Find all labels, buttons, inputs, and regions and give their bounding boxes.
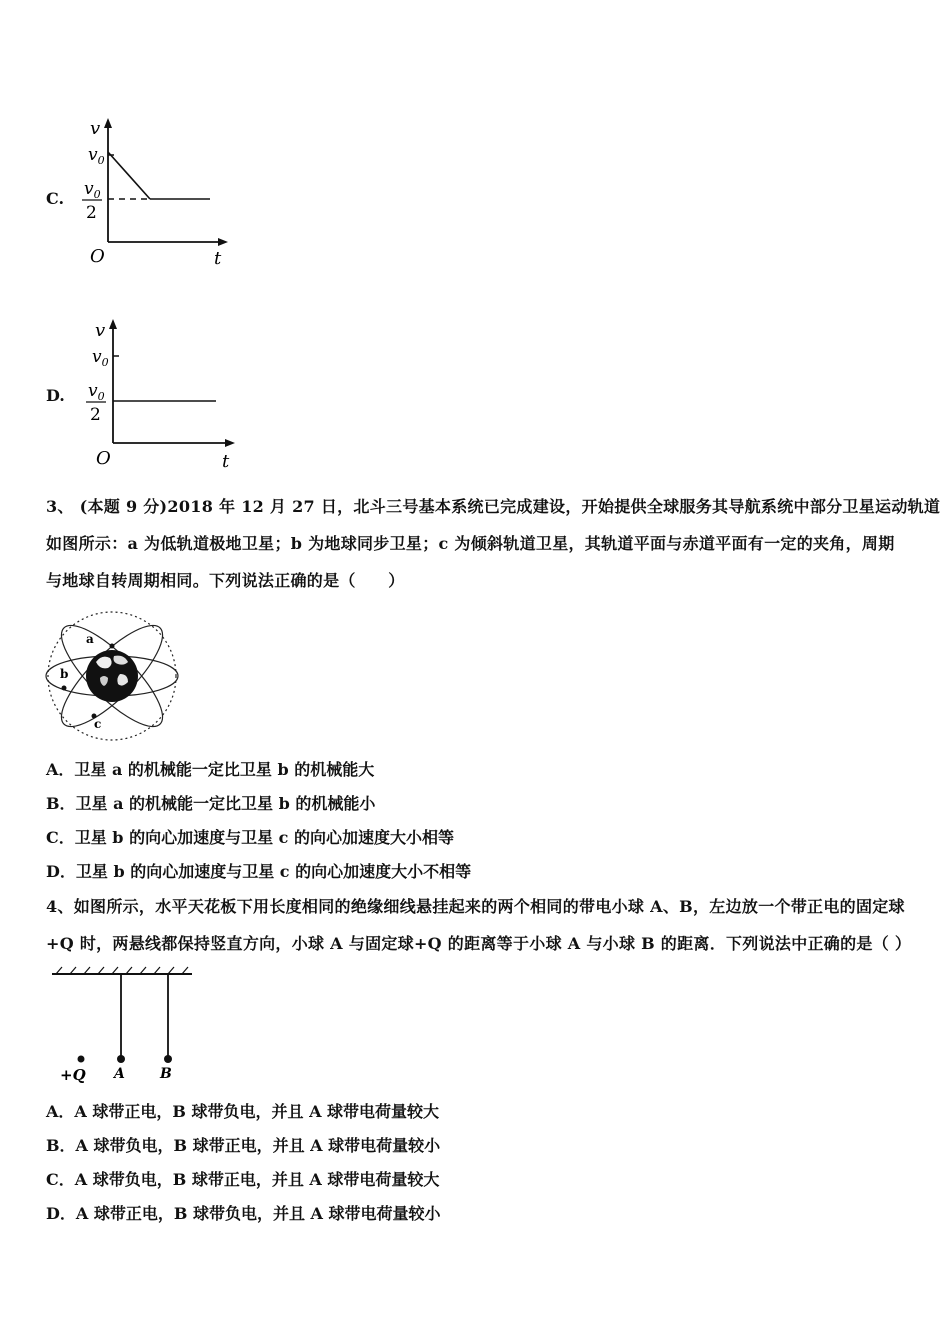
svg-text:t: t <box>222 451 230 472</box>
ball-a <box>117 1055 125 1063</box>
q3-choice-b: B．卫星 a 的机械能一定比卫星 b 的机械能小 <box>46 794 376 813</box>
q4-choice-c: C．A 球带负电，B 球带正电，并且 A 球带电荷量较大 <box>46 1170 440 1189</box>
svg-text:O: O <box>96 448 111 469</box>
q4-choice-a: A．A 球带正电，B 球带负电，并且 A 球带电荷量较大 <box>46 1102 440 1121</box>
svg-text:2: 2 <box>86 203 97 223</box>
t-axis-label: t <box>214 248 222 269</box>
option-c-label: C. <box>46 189 65 208</box>
svg-text:v0: $v_0$ <box>88 145 105 167</box>
fixed-charge-q <box>78 1056 85 1063</box>
label-q: +Q <box>60 1066 86 1084</box>
svg-text:v0: $v_0$ <box>84 179 101 201</box>
svg-text:2: 2 <box>90 405 101 425</box>
v-axis-label: v <box>90 118 101 139</box>
q3-choice-c: C．卫星 b 的向心加速度与卫星 c 的向心加速度大小相等 <box>46 828 454 847</box>
label-b: b <box>60 667 69 681</box>
earth-icon <box>86 650 138 702</box>
charged-balls-figure <box>50 962 200 1086</box>
q4-choice-d: D．A 球带正电，B 球带负电，并且 A 球带电荷量较小 <box>46 1204 441 1223</box>
label-a: a <box>86 632 94 646</box>
q4-choice-b: B．A 球带负电，B 球带正电，并且 A 球带电荷量较小 <box>46 1136 441 1155</box>
question-4-line-1: 4、如图所示，水平天花板下用长度相同的绝缘细线悬挂起来的两个相同的带电小球 A、B，左边放一个带正电的固定球 <box>46 897 905 916</box>
question-3-line-3: 与地球自转周期相同。下列说法正确的是（ ） <box>46 571 405 590</box>
ball-b <box>164 1055 172 1063</box>
option-d-label: D. <box>46 386 65 405</box>
decel-line <box>108 152 150 199</box>
velocity-time-graph-c <box>78 112 238 272</box>
question-3-line-1: 3、 (本题 9 分)2018 年 12 月 27 日，北斗三号基本系统已完成建设，开始提供全球服务其导航系统中部分卫星运动轨道 <box>46 497 941 516</box>
svg-text:v0: $v_0$ <box>92 347 109 369</box>
origin-label: O <box>90 246 105 267</box>
label-c: c <box>94 717 102 731</box>
t-axis-arrow <box>218 238 228 246</box>
satellite-orbit-figure <box>44 610 184 744</box>
v-axis-arrow <box>109 319 117 329</box>
velocity-time-graph-d <box>82 312 252 474</box>
label-ball-b: B <box>160 1066 172 1082</box>
t-axis-arrow <box>225 439 235 447</box>
question-3-line-2: 如图所示：a 为低轨道极地卫星；b 为地球同步卫星；c 为倾斜轨道卫星，其轨道平面与赤道平面有一定的夹角，周期 <box>46 534 895 553</box>
question-4-line-2: +Q 时，两悬线都保持竖直方向，小球 A 与固定球+Q 的距离等于小球 A 与小球 B 的距离．下列说法中正确的是（ ） <box>46 934 912 953</box>
q3-choice-d: D．卫星 b 的向心加速度与卫星 c 的向心加速度大小不相等 <box>46 862 472 881</box>
q3-choice-a: A．卫星 a 的机械能一定比卫星 b 的机械能大 <box>46 760 375 779</box>
svg-text:v0: $v_0$ <box>88 381 105 403</box>
label-ball-a: A <box>114 1066 125 1082</box>
svg-text:v: v <box>95 320 106 341</box>
v-axis-arrow <box>104 118 112 128</box>
